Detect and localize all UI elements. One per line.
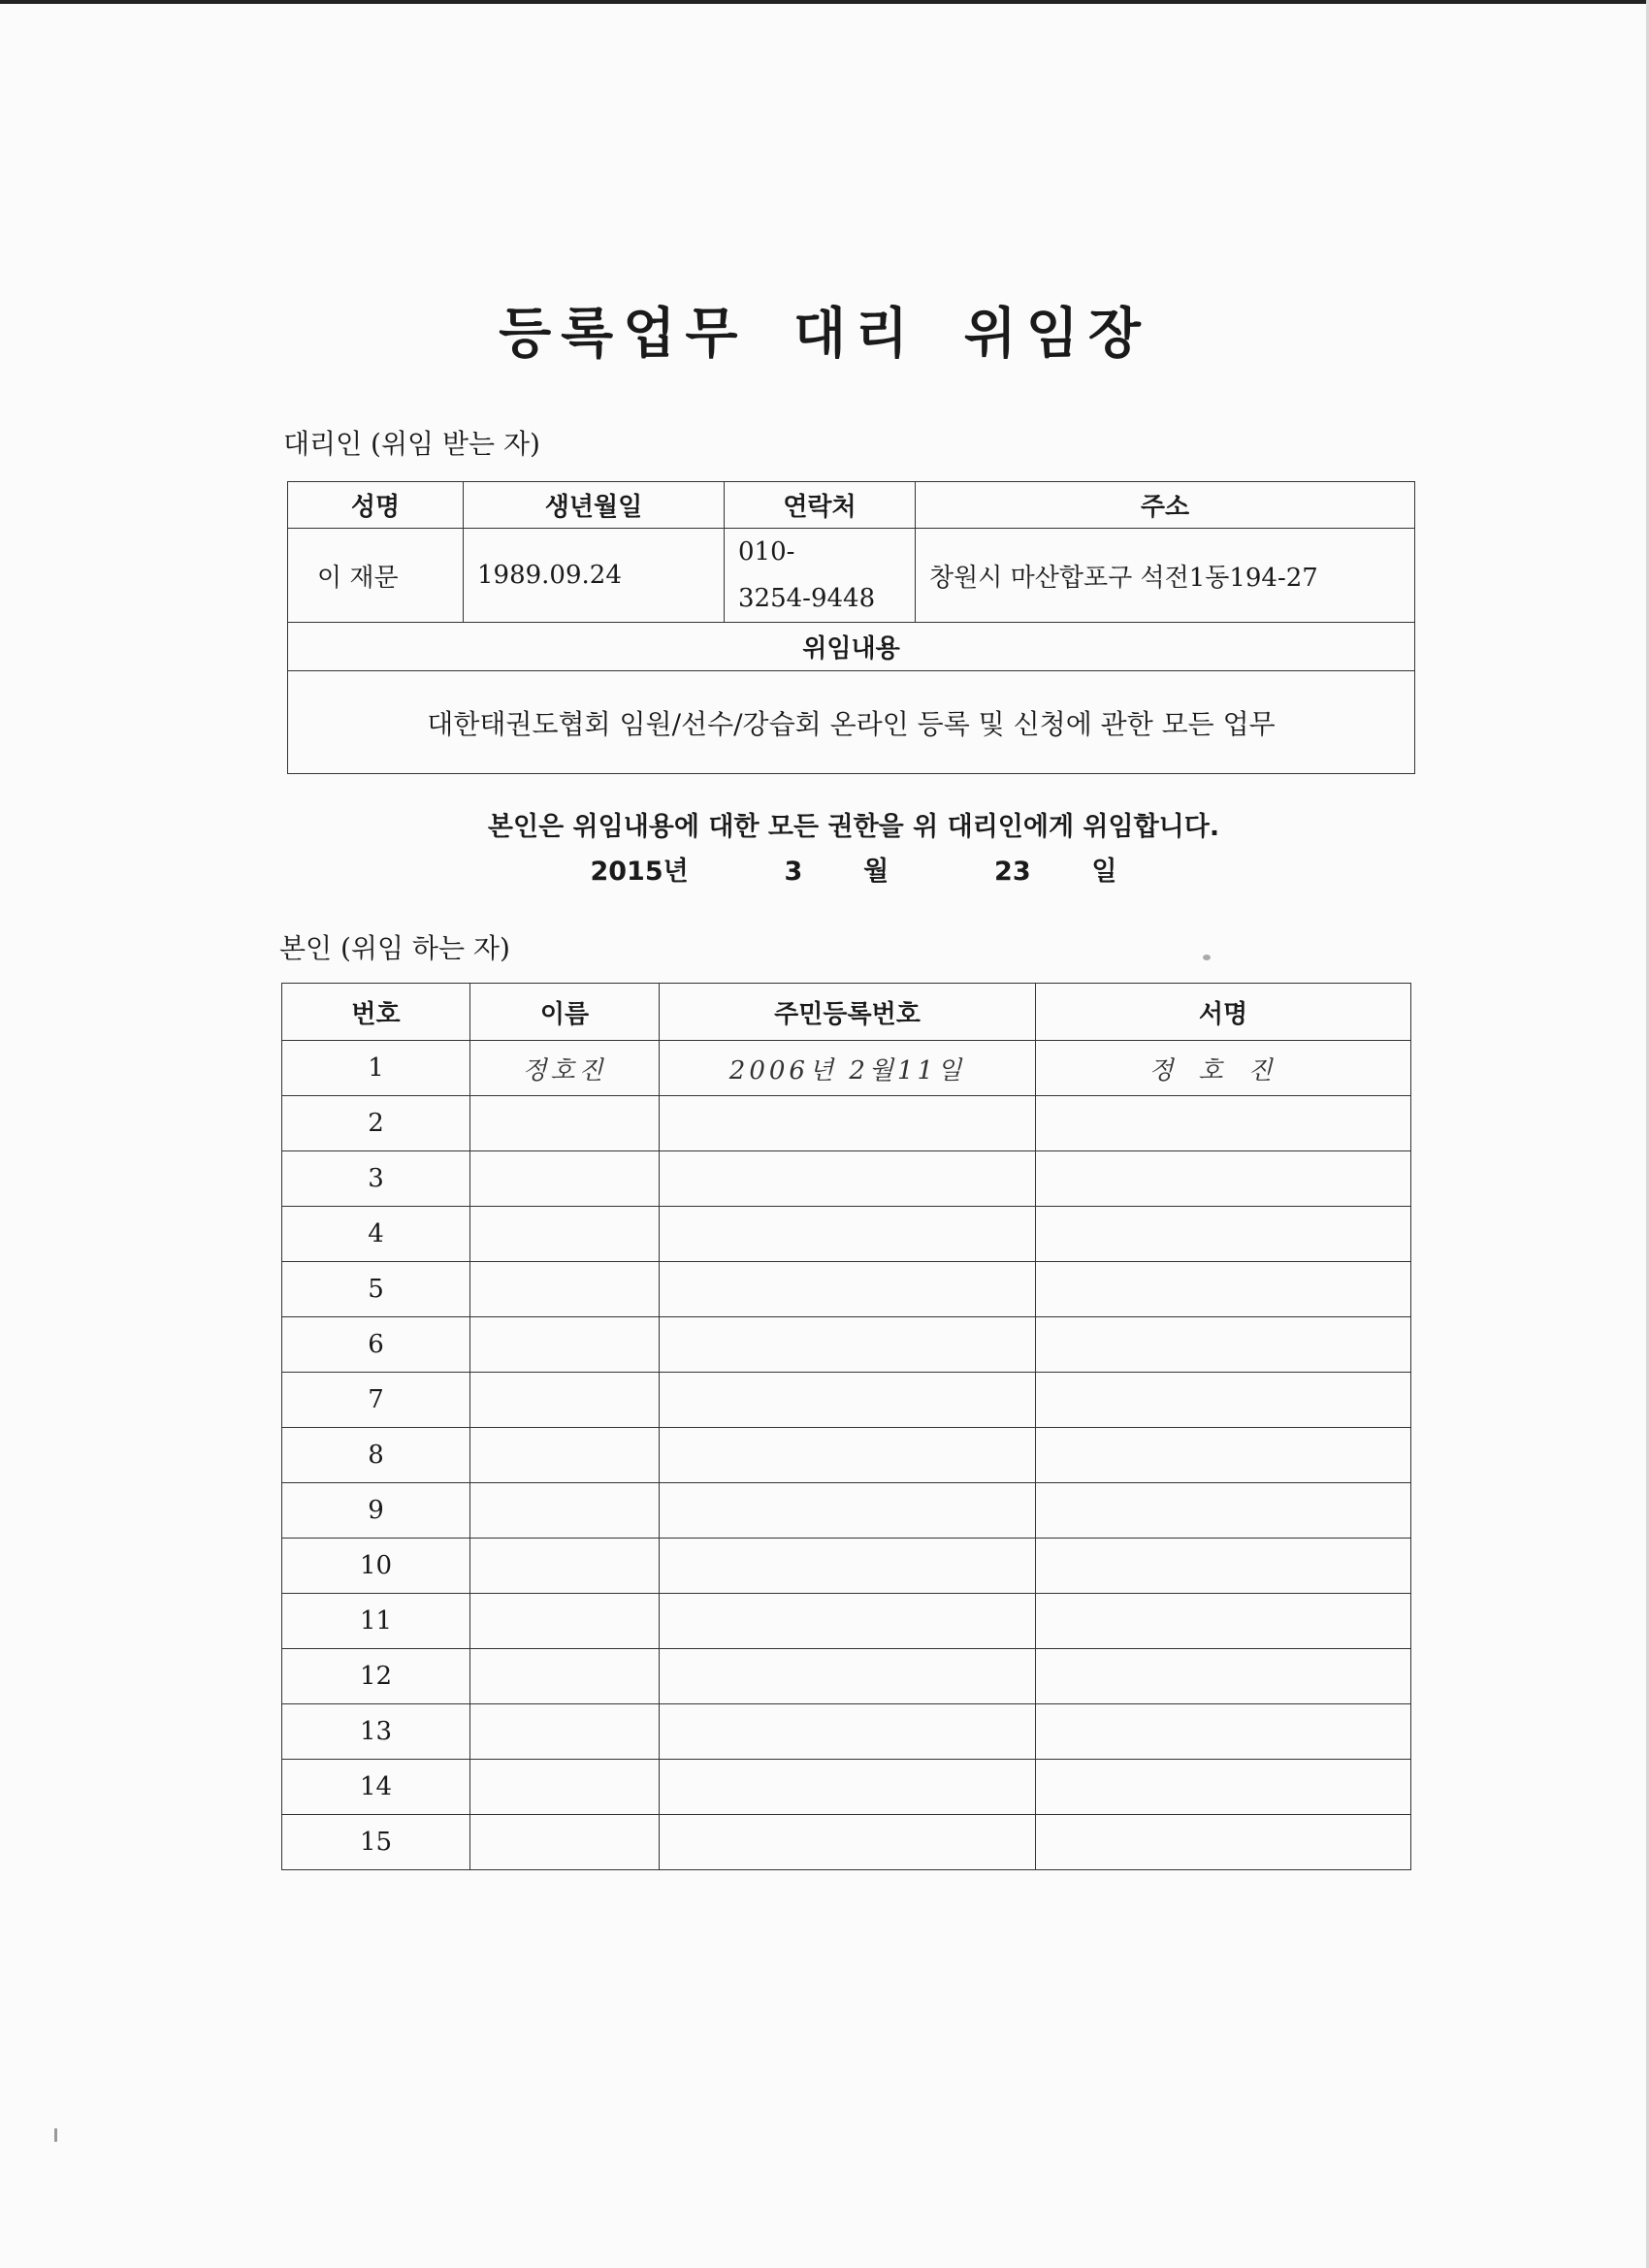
date-day-label: 일: [1091, 857, 1117, 887]
row-id-number: [660, 1594, 1036, 1649]
table-row: [282, 1096, 1411, 1151]
table-row: [282, 1428, 1411, 1483]
row-name: [470, 1317, 660, 1373]
row-signature: [1036, 1594, 1411, 1649]
table-row: [282, 1539, 1411, 1594]
row-name: [470, 1704, 660, 1760]
table-row: [282, 1760, 1411, 1815]
principal-header-id: 주민등록번호: [660, 984, 1036, 1041]
table-row: [282, 1649, 1411, 1704]
row-number: 1: [282, 1041, 470, 1096]
row-number: 4: [282, 1207, 470, 1262]
delegation-statement: 본인은 위임내용에 대한 모든 권한을 위 대리인에게 위임합니다.: [487, 812, 1220, 842]
row-number: 9: [282, 1483, 470, 1539]
agent-contact-line1: 010-: [738, 537, 795, 567]
row-number: 8: [282, 1428, 470, 1483]
row-id-number: [660, 1760, 1036, 1815]
row-name: [470, 1096, 660, 1151]
row-signature: 정호진: [1036, 1041, 1411, 1096]
row-id-number: 2006년 2월11일: [660, 1041, 1036, 1096]
scan-speck: [1203, 955, 1211, 960]
row-signature: [1036, 1096, 1411, 1151]
row-signature: [1036, 1151, 1411, 1207]
row-name: [470, 1262, 660, 1317]
agent-header-name: 성명: [288, 482, 464, 529]
row-id-number: [660, 1539, 1036, 1594]
agent-header-birthdate: 생년월일: [464, 482, 725, 529]
row-name: [470, 1539, 660, 1594]
row-signature: [1036, 1704, 1411, 1760]
row-id-number: [660, 1096, 1036, 1151]
principal-section-label: 본인 (위임 하는 자): [279, 932, 510, 964]
agent-table: [287, 481, 1415, 774]
row-id-number: [660, 1262, 1036, 1317]
row-number: 13: [282, 1704, 470, 1760]
row-id-number: [660, 1207, 1036, 1262]
row-name: [470, 1151, 660, 1207]
row-name: [470, 1649, 660, 1704]
scope-header: 위임내용: [288, 623, 1415, 671]
row-id-number: [660, 1151, 1036, 1207]
scope-text: 대한태권도협회 임원/선수/강습회 온라인 등록 및 신청에 관한 모든 업무: [288, 671, 1415, 774]
row-number: 12: [282, 1649, 470, 1704]
row-name: [470, 1483, 660, 1539]
date-month: 3: [784, 857, 803, 887]
row-number: 2: [282, 1096, 470, 1151]
table-row: [282, 1207, 1411, 1262]
document-title: 등록업무 대리 위임장: [499, 302, 1150, 366]
table-row: [282, 1373, 1411, 1428]
scan-top-edge: [0, 0, 1649, 4]
date-month-label: 월: [863, 857, 889, 887]
principal-table: [281, 983, 1411, 1870]
row-id-number: [660, 1815, 1036, 1870]
table-row: [282, 1704, 1411, 1760]
row-id-number: [660, 1373, 1036, 1428]
row-signature: [1036, 1428, 1411, 1483]
date-line: [0, 850, 1649, 888]
row-signature: [1036, 1539, 1411, 1594]
row-number: 5: [282, 1262, 470, 1317]
table-row: [282, 1262, 1411, 1317]
agent-address: 창원시 마산합포구 석전1동194-27: [916, 529, 1415, 623]
agent-birthdate: 1989.09.24: [464, 529, 725, 623]
row-signature: [1036, 1815, 1411, 1870]
table-row: [282, 1815, 1411, 1870]
table-row: [282, 1317, 1411, 1373]
row-signature: [1036, 1317, 1411, 1373]
row-number: 7: [282, 1373, 470, 1428]
row-number: 15: [282, 1815, 470, 1870]
date-year: 2015년: [590, 857, 689, 887]
row-name: [470, 1373, 660, 1428]
row-id-number: [660, 1704, 1036, 1760]
row-id-number: [660, 1428, 1036, 1483]
date-day: 23: [994, 857, 1031, 887]
row-name: 정호진: [470, 1041, 660, 1096]
row-name: [470, 1760, 660, 1815]
row-signature: [1036, 1262, 1411, 1317]
row-id-number: [660, 1483, 1036, 1539]
row-signature: [1036, 1207, 1411, 1262]
table-row: [282, 1041, 1411, 1096]
row-signature: [1036, 1373, 1411, 1428]
principal-header-number: 번호: [282, 984, 470, 1041]
principal-header-signature: 서명: [1036, 984, 1411, 1041]
row-number: 11: [282, 1594, 470, 1649]
principal-header-name: 이름: [470, 984, 660, 1041]
row-name: [470, 1207, 660, 1262]
row-number: 6: [282, 1317, 470, 1373]
table-row: [282, 1594, 1411, 1649]
row-id-number: [660, 1317, 1036, 1373]
row-number: 10: [282, 1539, 470, 1594]
agent-name: 이 재문: [288, 529, 464, 623]
row-name: [470, 1428, 660, 1483]
agent-header-address: 주소: [916, 482, 1415, 529]
row-name: [470, 1815, 660, 1870]
row-name: [470, 1594, 660, 1649]
agent-contact-line2: 3254-9448: [738, 584, 876, 613]
row-number: 3: [282, 1151, 470, 1207]
table-row: [282, 1151, 1411, 1207]
agent-header-contact: 연락처: [725, 482, 916, 529]
row-signature: [1036, 1483, 1411, 1539]
agent-contact: [725, 529, 916, 623]
row-id-number: [660, 1649, 1036, 1704]
row-signature: [1036, 1760, 1411, 1815]
row-signature: [1036, 1649, 1411, 1704]
scan-speck: [54, 2128, 57, 2142]
table-row: [282, 1483, 1411, 1539]
row-number: 14: [282, 1760, 470, 1815]
agent-section-label: 대리인 (위임 받는 자): [283, 428, 540, 460]
